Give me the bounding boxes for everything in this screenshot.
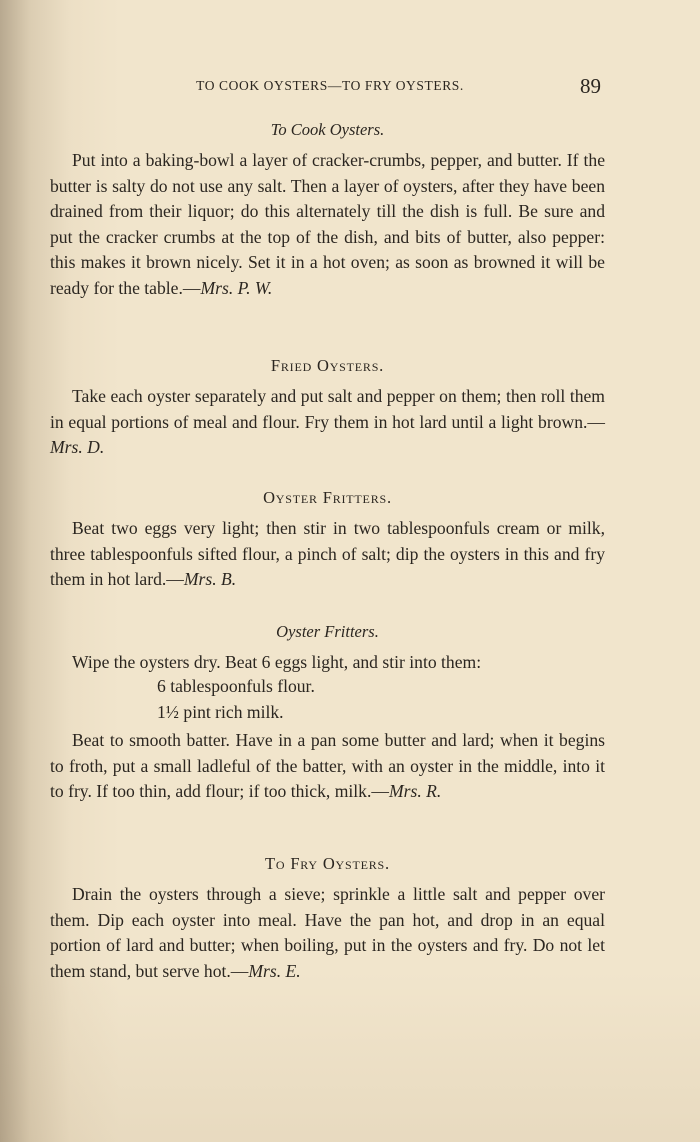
recipe-text: Beat to smooth batter. Have in a pan some butter and lard; when it begins to froth, put a small ladleful of the batter, with an oyster in the middle, into it to fry. If too thin, add flour; if too thick, milk.— — [50, 730, 605, 802]
recipe-text: Beat two eggs very light; then stir in two tablespoonfuls cream or milk, three tablespoonfuls sifted flour, a pinch of salt; dip the oysters in this and fry them in hot lard.— — [50, 518, 605, 590]
recipe-body — [50, 882, 605, 984]
recipe-attribution: Mrs. E. — [248, 960, 301, 981]
recipe-title: To Fry Oysters. — [265, 854, 390, 873]
ingredient-line: 6 tablespoonfuls flour. — [157, 676, 315, 696]
recipe-body — [50, 516, 605, 593]
recipe-title: Oyster Fritters. — [276, 622, 379, 641]
recipe-fried-oysters — [50, 356, 605, 461]
recipe-intro-text: Wipe the oysters dry. Beat 6 eggs light, and stir into them: — [72, 652, 482, 672]
page-number: 89 — [580, 74, 601, 98]
recipe-attribution: Mrs. P. W. — [200, 277, 273, 298]
recipe-oyster-fritters-2-body — [50, 728, 605, 805]
recipe-text: Take each oyster separately and put salt and pepper on them; then roll them in equal portions of meal and flour. Fry them in hot lard until a light brown.— — [50, 386, 605, 432]
recipe-text: Put into a baking-bowl a layer of cracker-crumbs, pepper, and butter. If the butter is salty do not use any salt. Then a layer of oysters, after they have been drained from their liquor; do this alternately till the dish is full. Be sure and put the cracker crumbs at the top of the dish, and bits of butter, also pepper: this makes it brown nicely. Set it in a hot oven; as soon as browned it will be ready for the table.— — [50, 150, 605, 298]
recipe-attribution: Mrs. R. — [388, 781, 442, 802]
recipe-to-cook-oysters — [50, 120, 605, 302]
recipe-oyster-fritters-2 — [50, 622, 605, 676]
recipe-body — [50, 384, 605, 461]
recipe-title: Fried Oysters. — [270, 356, 385, 375]
recipe-to-fry-oysters — [50, 854, 605, 984]
ingredient-line: 1½ pint rich milk. — [157, 702, 284, 722]
recipe-intro — [50, 650, 605, 676]
running-head: TO COOK OYSTERS—TO FRY OYSTERS. — [196, 78, 464, 93]
recipe-body — [50, 148, 605, 302]
recipe-attribution: Mrs. B. — [183, 569, 237, 590]
recipe-body — [50, 728, 605, 805]
recipe-title: To Cook Oysters. — [270, 120, 385, 139]
recipe-attribution: Mrs. D. — [50, 437, 105, 458]
recipe-text: Drain the oysters through a sieve; sprinkle a little salt and pepper over them. Dip each oyster into meal. Have the pan hot, and drop in an equal portion of lard and butter; when boiling, put in the oysters and fry. Do not let them stand, but serve hot.— — [50, 884, 605, 981]
recipe-oyster-fritters-1 — [50, 488, 605, 593]
recipe-title: Oyster Fritters. — [263, 488, 392, 507]
